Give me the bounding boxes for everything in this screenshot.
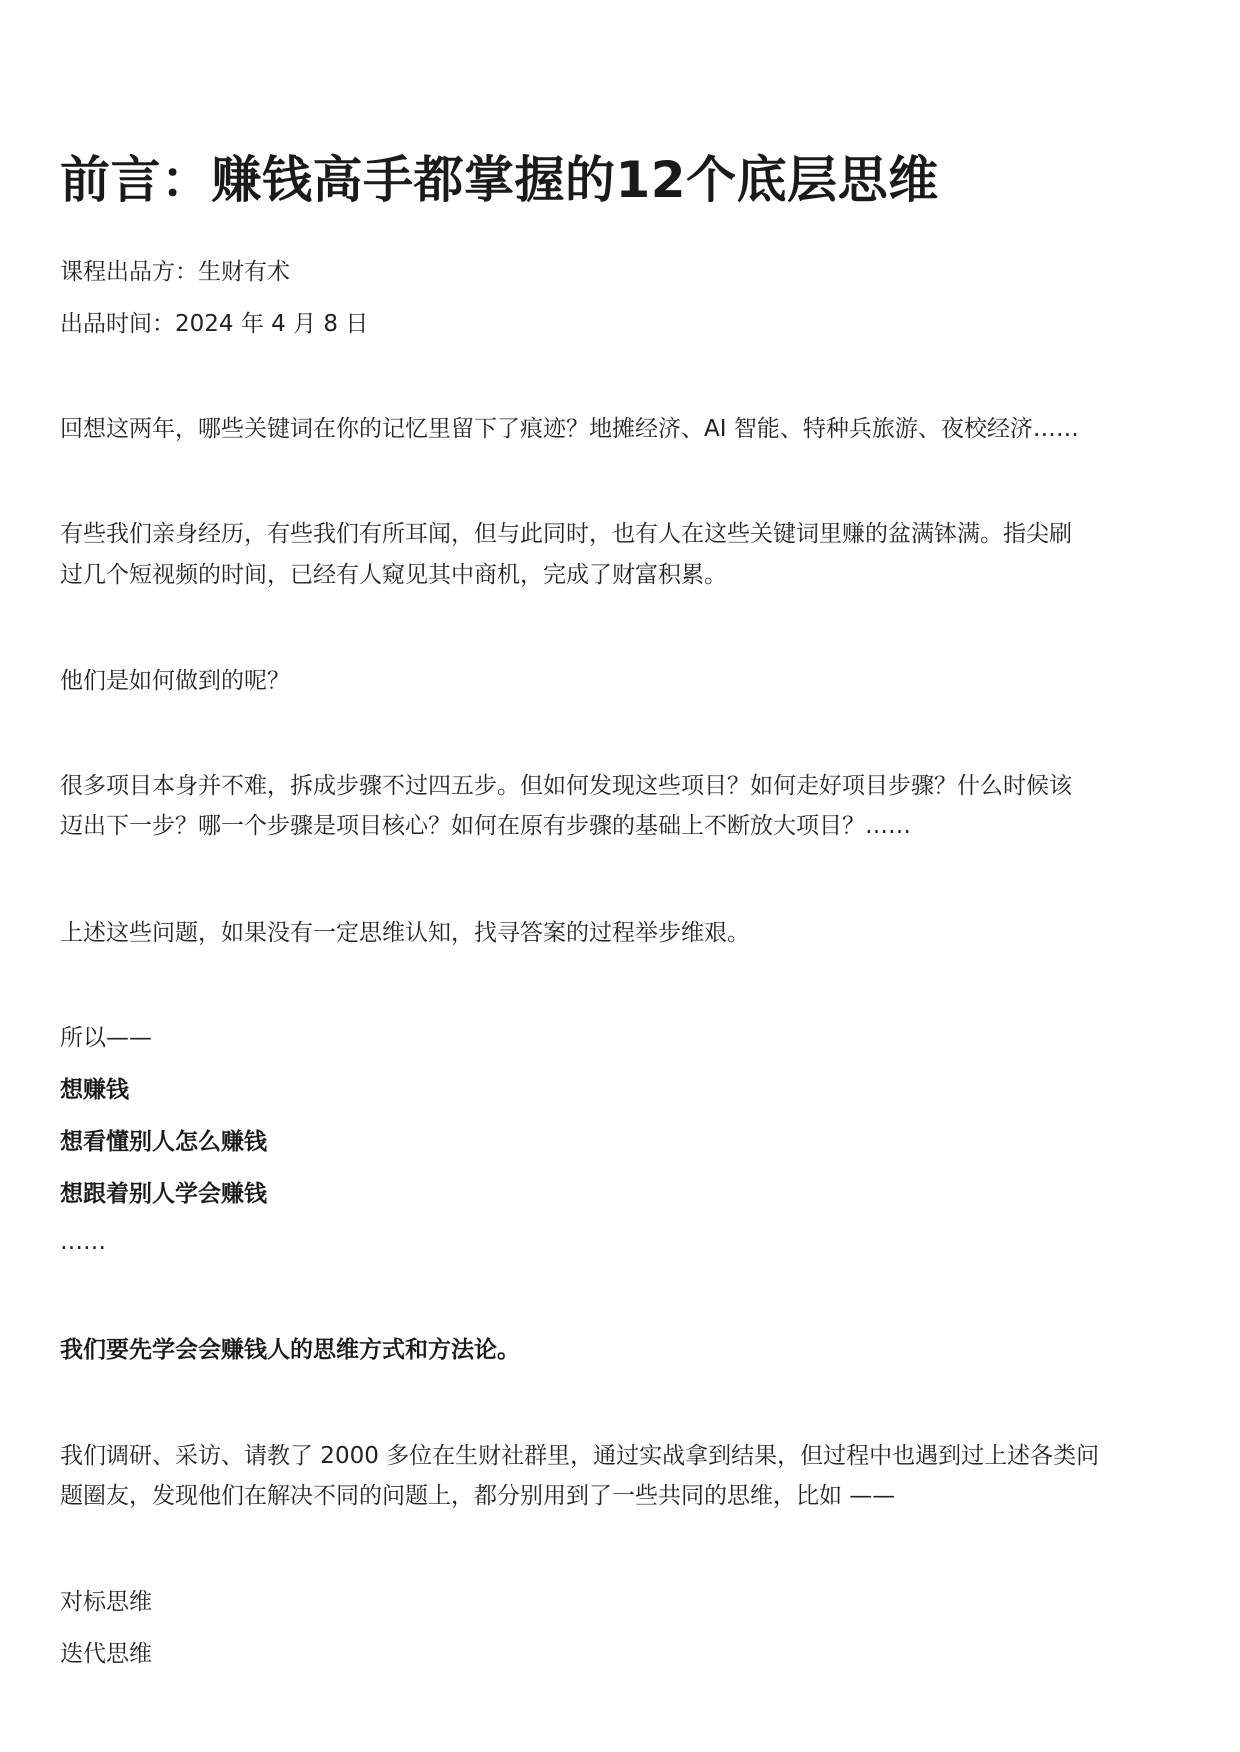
paragraph-2-line-2: 过几个短视频的时间，已经有人窥见其中商机，完成了财富积累。 [60, 562, 727, 588]
want-item-3: 想跟着别人学会赚钱 [60, 1181, 267, 1207]
paragraph-4-line-2: 迈出下一步？哪一个步骤是项目核心？如何在原有步骤的基础上不断放大项目？…… [60, 813, 911, 839]
paragraph-6-line-1: 我们调研、采访、请教了 2000 多位在生财社群里，通过实战拿到结果，但过程中也遇到过上述各类问 [60, 1443, 1100, 1469]
thinking-list-item-1: 对标思维 [60, 1589, 152, 1615]
paragraph-2-line-1: 有些我们亲身经历，有些我们有所耳闻，但与此同时，也有人在这些关键词里赚的盆满钵满。指尖刷 [60, 521, 1072, 547]
page-title: 前言：赚钱高手都掌握的12个底层思维 [60, 151, 939, 209]
paragraph-6-line-2: 题圈友，发现他们在解决不同的问题上，都分别用到了一些共同的思维，比如 —— [60, 1483, 896, 1509]
date-line: 出品时间：2024 年 4 月 8 日 [60, 311, 369, 337]
producer-line: 课程出品方：生财有术 [60, 259, 290, 285]
paragraph-5: 上述这些问题，如果没有一定思维认知，找寻答案的过程举步维艰。 [60, 920, 750, 946]
intro-paragraph: 回想这两年，哪些关键词在你的记忆里留下了痕迹？地摊经济、AI 智能、特种兵旅游、夜校经济…… [60, 416, 1079, 442]
thinking-list-item-2: 迭代思维 [60, 1641, 152, 1667]
ellipsis-line: …… [60, 1229, 106, 1255]
want-item-2: 想看懂别人怎么赚钱 [60, 1129, 267, 1155]
paragraph-4-line-1: 很多项目本身并不难，拆成步骤不过四五步。但如何发现这些项目？如何走好项目步骤？什么时候该 [60, 773, 1072, 799]
key-statement: 我们要先学会会赚钱人的思维方式和方法论。 [60, 1337, 520, 1363]
so-line: 所以—— [60, 1025, 152, 1051]
question-paragraph: 他们是如何做到的呢？ [60, 668, 290, 694]
want-item-1: 想赚钱 [60, 1077, 129, 1103]
